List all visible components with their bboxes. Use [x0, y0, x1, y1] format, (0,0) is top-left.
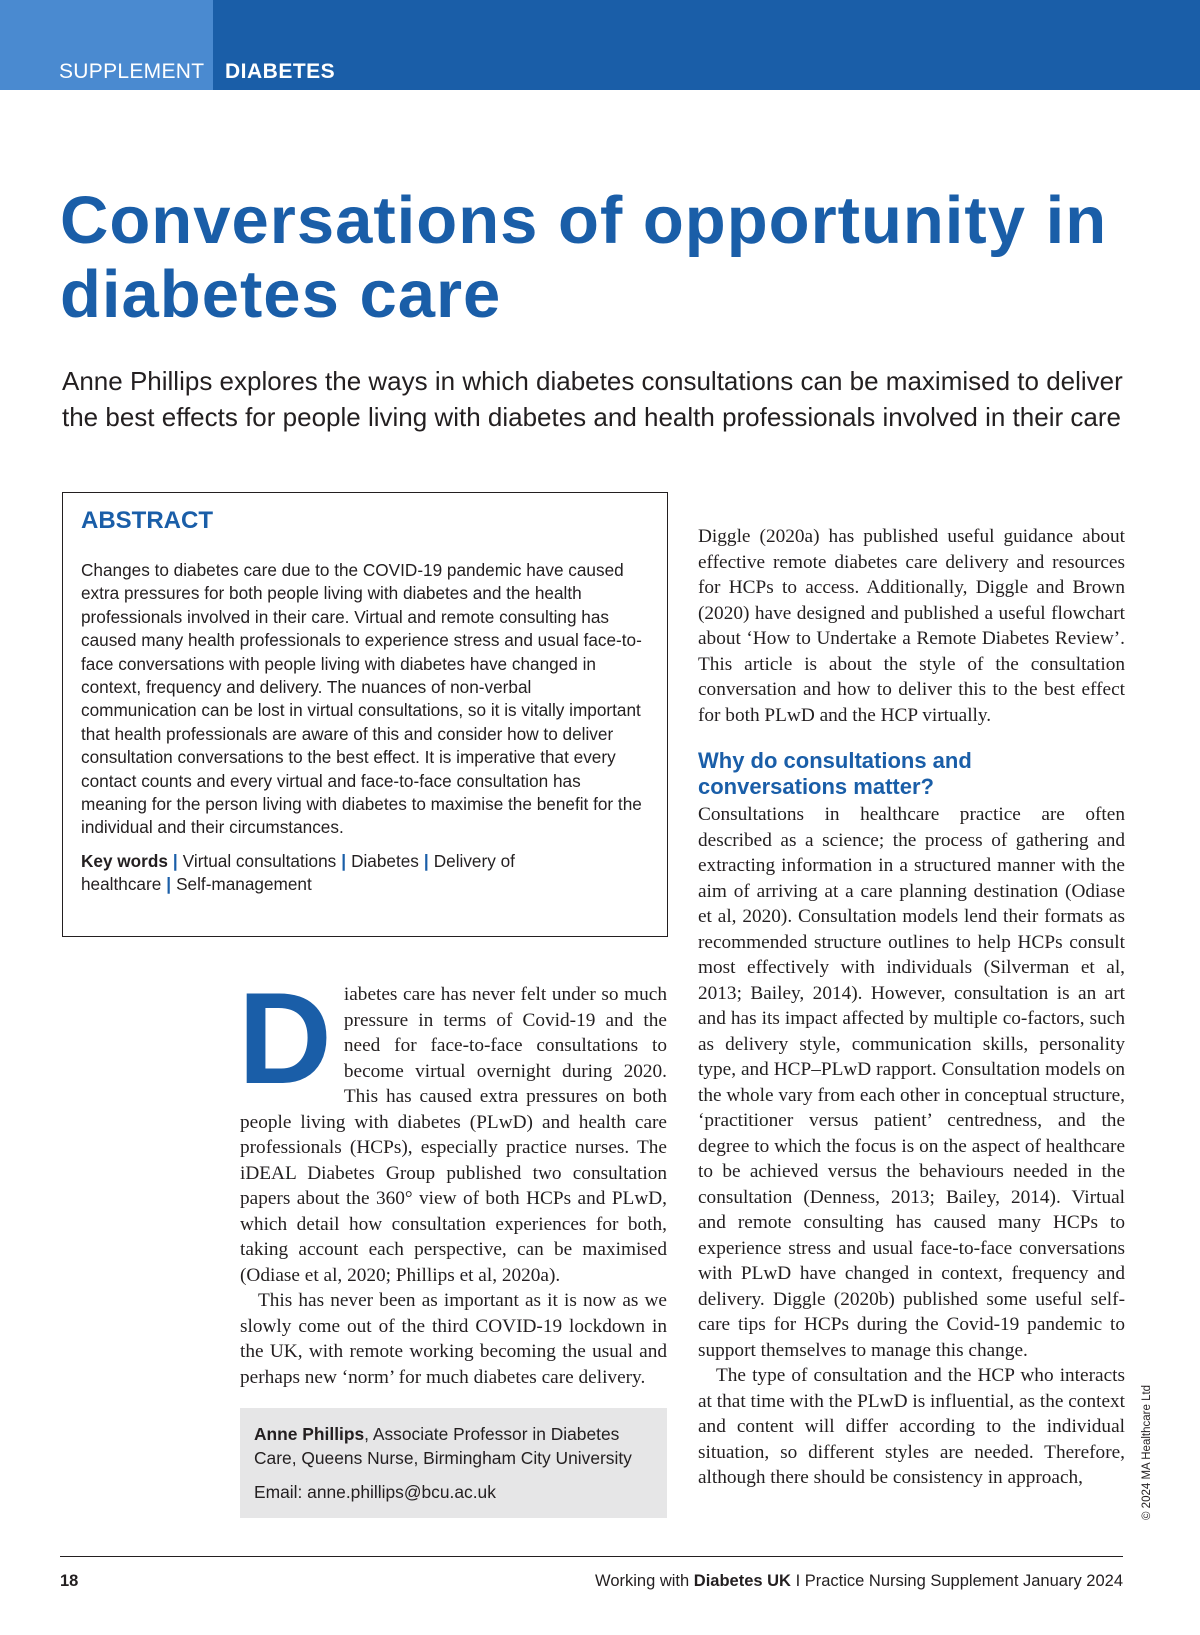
- keyword: Diabetes: [351, 850, 419, 871]
- keyword-separator: |: [166, 874, 172, 895]
- footer-suffix: I Practice Nursing Supplement January 2024: [790, 1572, 1123, 1590]
- keywords-label: Key words: [81, 850, 168, 871]
- keyword: Self-management: [176, 874, 312, 895]
- body-paragraph: This has never been as important as it is now as we slowly come out of the third COVID-19 lockdown in the UK, with remote working becoming the usual and perhaps new ‘norm’ for much diabetes care delivery.: [240, 1290, 667, 1388]
- footer-publication: [595, 1572, 1123, 1591]
- body-paragraph: Diggle (2020a) has published useful guidance about effective remote diabetes care delivery and resources for HCPs to access. Additionally, Diggle and Brown (2020) have designed and published a useful flowchart about ‘How to Undertake a Remote Diabetes Review’. This article is about the style of the consultation conversation and how to deliver this to the best effect for both PLwD and the HCP virtually.: [698, 526, 1125, 726]
- body-paragraph: Consultations in healthcare practice are often described as a science; the process of gathering and extracting information in a structured manner with the aim of arriving at a care planning destination (Odiase et al, 2020). Consultation models lend their formats as recommended structure outlines to help HCPs consult most effectively with individuals (Silverman et al, 2013; Bailey, 2014). However, consultation is an art and has its impact affected by multiple co-factors, such as delivery style, communication skills, personality type, and HCP–PLwD rapport. Consultation models on the whole vary from each other in conceptual structure, ‘practitioner versus patient’ centredness, and the degree to which the focus is on the aspect of healthcare to be achieved versus the behaviours needed in the consultation (Denness, 2013; Bailey, 2014). Virtual and remote consulting has caused many HCPs to experience stress and usual face-to-face conversations with PLwD have changed in context, frequency and delivery. Diggle (2020b) published some useful self-care tips for HCPs during the Covid-19 pandemic to support themselves to manage this change.: [698, 804, 1125, 1361]
- body-paragraph-text: iabetes care has never felt under so much pressure in terms of Covid-19 and the need for face-to-face consultations to become virtual overnight during 2020. This has caused extra pressures on both people living with diabetes (PLwD) and health care professionals (HCPs), especially practice nurses. The iDEAL Diabetes Group published two consultation papers about the 360° view of both HCPs and PLwD, which detail how consultation experiences for both, taking account each perspective, can be maximised (Odiase et al, 2020; Phillips et al, 2020a).: [240, 984, 667, 1286]
- keyword-separator: |: [172, 850, 178, 871]
- keyword-separator: |: [341, 850, 347, 871]
- article-title: Conversations of opportunity in diabetes care: [60, 183, 1108, 332]
- standfirst: Anne Phillips explores the ways in which diabetes consultations can be maximised to deliver the best effects for people living with diabetes and health professionals involved in their care: [62, 366, 1123, 432]
- author-box: [240, 1408, 667, 1518]
- body-column-middle: [238, 965, 667, 1390]
- keyword: Virtual consultations: [182, 850, 337, 871]
- author-email: Email: anne.phillips@bcu.ac.uk: [254, 1482, 496, 1502]
- keywords: [81, 850, 649, 897]
- section-label: DIABETES: [225, 60, 336, 83]
- abstract-heading: ABSTRACT: [81, 507, 213, 534]
- footer-prefix: Working with: [595, 1572, 694, 1590]
- abstract-box: [62, 492, 668, 937]
- body-column-right: [698, 524, 1125, 1491]
- drop-cap: D: [238, 965, 332, 1111]
- page-number: 18: [60, 1572, 79, 1590]
- body-paragraph: The type of consultation and the HCP who interacts at that time with the PLwD is influential, as the context and content will differ according to the individual situation, so different styles are needed. Therefore, although there should be consistency in approach,: [698, 1365, 1125, 1488]
- body-paragraph: [238, 965, 667, 1288]
- author-line: [254, 1422, 653, 1470]
- keyword-separator: |: [423, 850, 429, 871]
- keyword: Delivery of healthcare: [81, 850, 515, 895]
- footer-divider: [60, 1556, 1123, 1557]
- header-bar: [0, 0, 1200, 90]
- supplement-label: SUPPLEMENT: [59, 60, 205, 83]
- abstract-body: Changes to diabetes care due to the COVID-19 pandemic have caused extra pressures for both people living with diabetes and the health professionals involved in their care. Virtual and remote consulting has caused many health professionals to experience stress and usual face-to-face conversations with people living with diabetes have changed in context, frequency and delivery. The nuances of non-verbal communication can be lost in virtual consultations, so it is vitally important that health professionals are aware of this and consider how to deliver consultation conversations to the best effect. It is imperative that every contact counts and every virtual and face-to-face consultation has meaning for the person living with diabetes to maximise the benefit for the individual and their circumstances.: [81, 560, 642, 838]
- author-name: Anne Phillips: [254, 1424, 365, 1444]
- copyright-notice: © 2024 MA Healthcare Ltd: [1141, 1384, 1153, 1520]
- footer-brand: Diabetes UK: [693, 1572, 791, 1590]
- section-heading: Why do consultations and conversations matter?: [698, 748, 972, 799]
- author-role: , Associate Professor in Diabetes Care, Queens Nurse, Birmingham City University: [254, 1424, 632, 1468]
